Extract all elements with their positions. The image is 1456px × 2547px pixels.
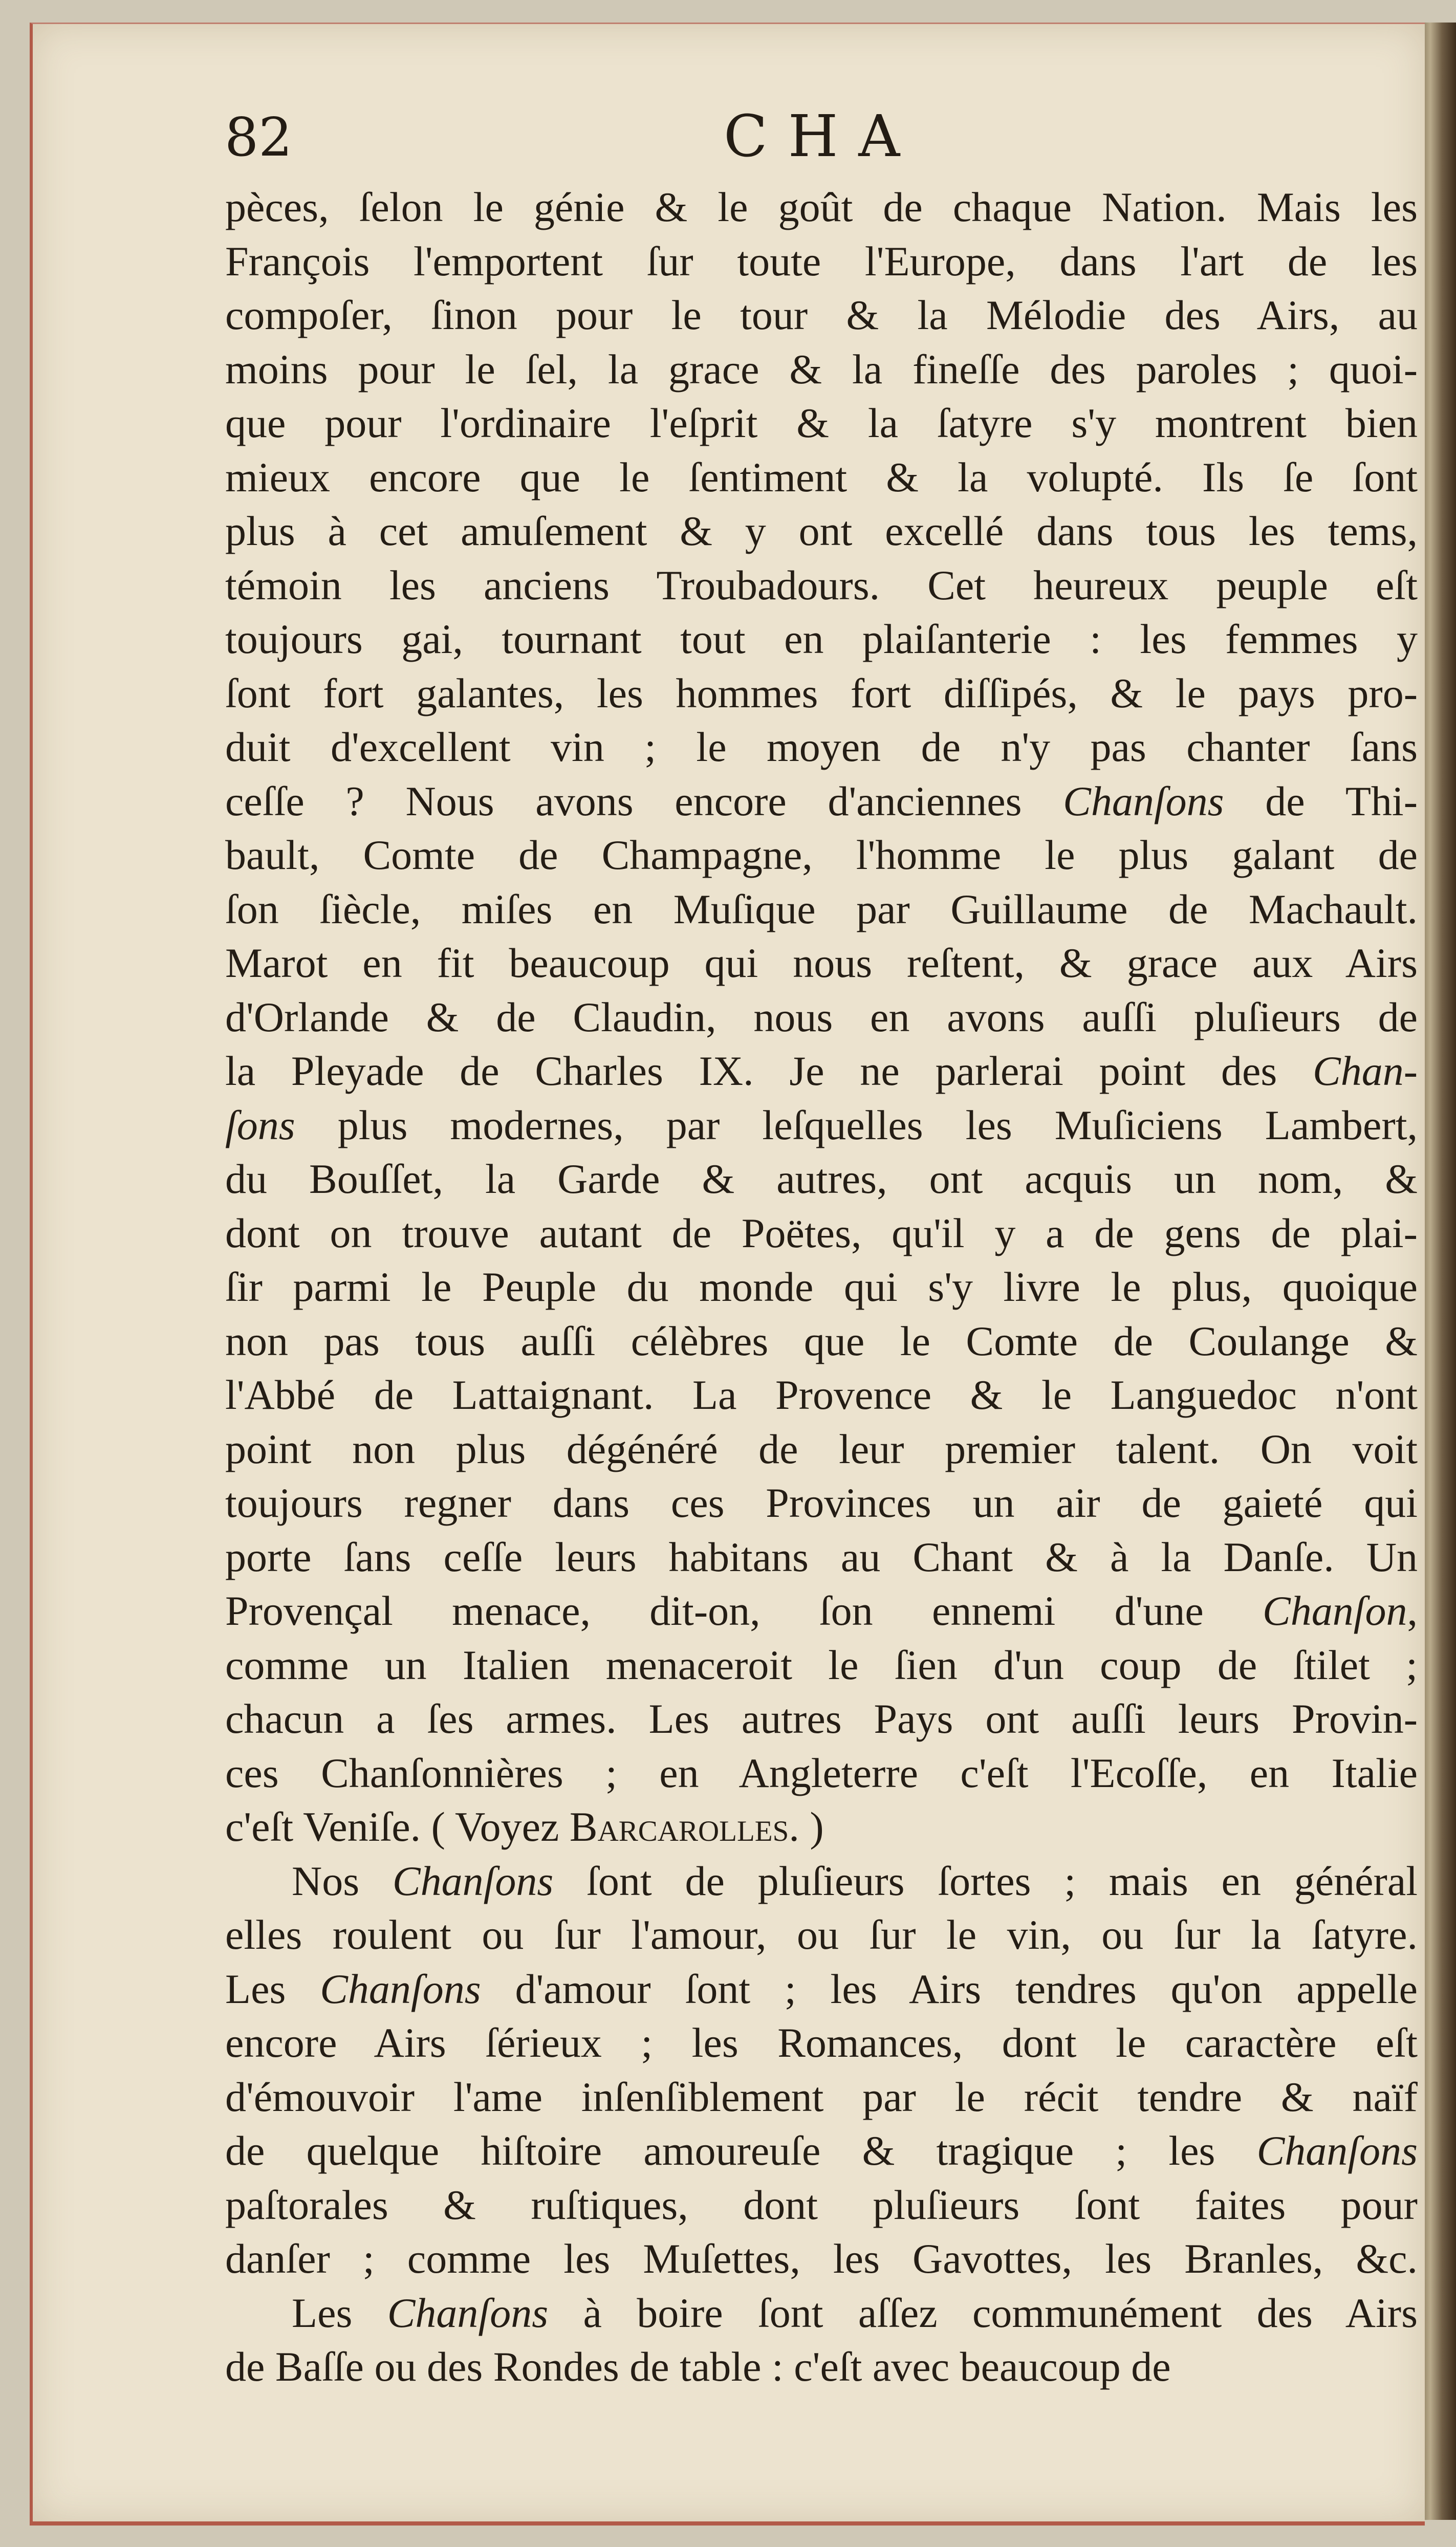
text-line bbox=[225, 1314, 1418, 1368]
text-line bbox=[225, 1800, 1418, 1854]
text-line bbox=[225, 558, 1418, 613]
text-run: d'émouvoir l'ame inſenſiblement par le récit tendre & naïf bbox=[225, 2073, 1418, 2120]
text-run: mieux encore que le ſentiment & la volupté. Ils ſe ſont bbox=[225, 453, 1418, 500]
text-run: l'Abbé de Lattaignant. La Provence & le Languedoc n'ont bbox=[225, 1372, 1418, 1418]
book-page bbox=[30, 23, 1425, 2526]
text-run: de Baſſe ou des Rondes de table : c'eſt avec beaucoup de bbox=[225, 2343, 1171, 2390]
text-run: plus modernes, par leſquelles les Muſiciens Lambert, bbox=[295, 1101, 1418, 1148]
text-run: Marot en fit beaucoup qui nous reſtent, & grace aux Airs bbox=[225, 940, 1418, 986]
text-line bbox=[225, 720, 1418, 774]
text-line bbox=[225, 2340, 1418, 2394]
text-line bbox=[225, 1530, 1418, 1584]
text-run: elles roulent ou ſur l'amour, ou ſur le vin, ou ſur la ſatyre. bbox=[225, 1911, 1418, 1958]
text-line bbox=[225, 2286, 1418, 2340]
italic-term: Chanſons bbox=[392, 1857, 554, 1904]
text-run: plus à cet amuſement & y ont excellé dans tous les tems, bbox=[225, 508, 1418, 554]
text-run: de Thi- bbox=[1224, 777, 1418, 824]
text-line bbox=[225, 990, 1418, 1044]
text-run: porte ſans ceſſe leurs habitans au Chant & à la Danſe. Un bbox=[225, 1533, 1418, 1580]
text-line bbox=[225, 1908, 1418, 1962]
text-run: ſont de pluſieurs ſortes ; mais en général bbox=[553, 1857, 1418, 1904]
text-run: compoſer, ſinon pour le tour & la Mélodie des Airs, au bbox=[225, 292, 1418, 338]
text-line bbox=[225, 1044, 1418, 1098]
text-run: de quelque hiſtoire amoureuſe & tragique ; les bbox=[225, 2127, 1257, 2174]
text-line bbox=[225, 1152, 1418, 1206]
small-caps-reference: Barcarolles bbox=[569, 1803, 789, 1850]
text-run: Provençal menace, dit-on, ſon ennemi d'une bbox=[225, 1587, 1263, 1634]
text-line bbox=[225, 828, 1418, 882]
text-run: Les bbox=[292, 2289, 387, 2336]
text-run: non pas tous auſſi célèbres que le Comte de Coulange & bbox=[225, 1317, 1418, 1364]
text-run: danſer ; comme les Muſettes, les Gavottes, les Branles, &c. bbox=[225, 2235, 1418, 2282]
text-run: ces Chanſonnières ; en Angleterre c'eſt l'Ecoſſe, en Italie bbox=[225, 1749, 1418, 1796]
italic-term: Chanſons bbox=[320, 1965, 481, 2012]
text-run: d'Orlande & de Claudin, nous en avons auſſi pluſieurs de bbox=[225, 993, 1418, 1040]
text-run: chacun a ſes armes. Les autres Pays ont auſſi leurs Provin- bbox=[225, 1695, 1418, 1742]
text-run: duit d'excellent vin ; le moyen de n'y pas chanter ſans bbox=[225, 724, 1418, 770]
text-line bbox=[225, 2124, 1418, 2178]
text-run: ſont fort galantes, les hommes fort diſſipés, & le pays pro- bbox=[225, 669, 1418, 716]
text-line bbox=[225, 1854, 1418, 1908]
text-line bbox=[225, 504, 1418, 558]
italic-term: Chan- bbox=[1313, 1048, 1418, 1094]
text-run: ſir parmi le Peuple du monde qui s'y livre le plus, quoique bbox=[225, 1264, 1418, 1310]
text-line bbox=[225, 612, 1418, 666]
page-header bbox=[33, 24, 1425, 178]
text-line bbox=[225, 180, 1418, 234]
page-number: 82 bbox=[225, 106, 293, 168]
text-run: Nos bbox=[292, 1857, 393, 1904]
text-run: toujours gai, tournant tout en plaiſanterie : les femmes y bbox=[225, 616, 1418, 662]
text-line bbox=[225, 288, 1418, 342]
text-line bbox=[225, 1206, 1418, 1260]
text-line bbox=[225, 1422, 1418, 1476]
text-run: du Bouſſet, la Garde & autres, ont acquis un nom, & bbox=[225, 1156, 1418, 1202]
text-line bbox=[225, 2070, 1418, 2124]
text-line bbox=[225, 1638, 1418, 1692]
text-line bbox=[225, 1368, 1418, 1422]
text-run: Les bbox=[225, 1965, 320, 2012]
text-line bbox=[225, 234, 1418, 289]
text-line bbox=[225, 774, 1418, 829]
text-run: bault, Comte de Champagne, l'homme le plus galant de bbox=[225, 832, 1418, 878]
text-line bbox=[225, 342, 1418, 397]
text-run: pèces, ſelon le génie & le goût de chaque Nation. Mais les bbox=[225, 184, 1418, 230]
text-run: à boire ſont aſſez communément des Airs bbox=[548, 2289, 1418, 2336]
italic-term: Chanſons bbox=[1063, 777, 1224, 824]
text-run: ceſſe ? Nous avons encore d'anciennes bbox=[225, 777, 1063, 824]
text-line bbox=[225, 2016, 1418, 2070]
text-line bbox=[225, 1746, 1418, 1800]
text-run: , bbox=[1407, 1587, 1418, 1634]
text-line bbox=[225, 1584, 1418, 1638]
italic-term: ſons bbox=[225, 1101, 295, 1148]
text-line bbox=[225, 450, 1418, 505]
text-run: . ) bbox=[789, 1803, 824, 1850]
text-line bbox=[225, 882, 1418, 937]
text-line bbox=[225, 2232, 1418, 2286]
text-line bbox=[225, 396, 1418, 450]
text-run: moins pour le ſel, la grace & la fineſſe des paroles ; quoi- bbox=[225, 345, 1418, 393]
running-head: CHA bbox=[724, 103, 921, 170]
text-line bbox=[225, 1476, 1418, 1530]
text-run: encore Airs ſérieux ; les Romances, dont le caractère eſt bbox=[225, 2019, 1418, 2066]
text-line bbox=[225, 1260, 1418, 1314]
body-text bbox=[225, 180, 1418, 2394]
italic-term: Chanſons bbox=[387, 2289, 549, 2336]
text-run: toujours regner dans ces Provinces un air de gaieté qui bbox=[225, 1479, 1418, 1526]
text-run: paſtorales & ruſtiques, dont pluſieurs ſont faites pour bbox=[225, 2181, 1418, 2228]
text-line bbox=[225, 1962, 1418, 2016]
text-run: que pour l'ordinaire l'eſprit & la ſatyre s'y montrent bien bbox=[225, 400, 1418, 446]
italic-term: Chanſon bbox=[1263, 1587, 1407, 1634]
text-run: comme un Italien menaceroit le ſien d'un coup de ſtilet ; bbox=[225, 1641, 1418, 1688]
text-line bbox=[225, 936, 1418, 990]
text-run: d'amour ſont ; les Airs tendres qu'on appelle bbox=[481, 1965, 1418, 2012]
text-run: François l'emportent ſur toute l'Europe, dans l'art de les bbox=[225, 237, 1418, 285]
text-line bbox=[225, 666, 1418, 721]
text-line bbox=[225, 2178, 1418, 2232]
text-line bbox=[225, 1692, 1418, 1746]
text-run: témoin les anciens Troubadours. Cet heureux peuple eſt bbox=[225, 561, 1418, 608]
text-run: c'eſt Veniſe. ( Voyez bbox=[225, 1803, 570, 1850]
book-page-edge bbox=[1422, 23, 1456, 2520]
text-run: ſon ſiècle, miſes en Muſique par Guillaume de Machault. bbox=[225, 885, 1418, 932]
text-line bbox=[225, 1098, 1418, 1152]
text-run: dont on trouve autant de Poëtes, qu'il y a de gens de plai- bbox=[225, 1209, 1418, 1256]
italic-term: Chanſons bbox=[1256, 2127, 1418, 2174]
text-run: point non plus dégénéré de leur premier talent. On voit bbox=[225, 1425, 1418, 1472]
text-run: la Pleyade de Charles IX. Je ne parlerai point des bbox=[225, 1048, 1313, 1094]
